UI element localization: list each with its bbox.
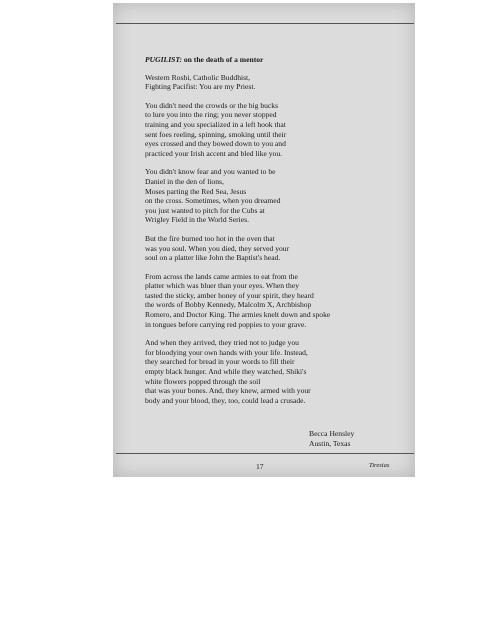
poem-line: You didn't know fear and you wanted to be: [145, 167, 276, 177]
poem-line: From across the lands came armies to eat from the: [145, 271, 298, 281]
author-name: Becca Hensley: [309, 429, 355, 438]
poem-line: eyes crossed and they bowed down to you and: [145, 139, 286, 149]
poem-line: Fighting Pacifist: You are my Priest.: [145, 82, 256, 92]
poem-line: body and your blood, they, too, could lead a crusade.: [145, 395, 306, 405]
poem-line: empty black hunger. And while they watched, Shiki's: [145, 367, 307, 377]
poem-line: Romero, and Doctor King. The armies knelt down and spoke: [145, 310, 331, 320]
author-signature: [309, 429, 354, 448]
footer-rule: [116, 453, 414, 454]
poem-line: platter which was bluer than your eyes. When they: [145, 281, 300, 291]
stanza-5: [145, 272, 385, 330]
poem-line: Daniel in the den of lions,: [145, 176, 224, 186]
author-location: Austin, Texas: [309, 438, 351, 448]
poem-line: tasted the sticky, amber honey of your spirit, they heard: [145, 290, 314, 300]
poem-line: practiced your Irish accent and bled like you.: [145, 148, 283, 158]
poem-line: Wrigley Field in the World Series.: [145, 215, 249, 225]
poem-title-name: PUGILIST:: [145, 55, 182, 64]
poem-line: Moses parting the Red Sea, Jesus: [145, 186, 247, 196]
stanza-1: [145, 73, 385, 92]
journal-name: Tiresias: [369, 462, 390, 469]
poem-line: they searched for bread in your words to fill their: [145, 357, 295, 367]
poem-line: white flowers popped through the soil: [145, 376, 261, 386]
stanza-2: [145, 101, 385, 159]
poem-line: Western Roshi, Catholic Buddhist,: [145, 72, 251, 82]
poem-line: in tongues before carrying red poppies to your grave.: [145, 319, 307, 329]
stanza-4: [145, 234, 385, 263]
poem-line: that was your bones. And, they knew, armed with your: [145, 386, 311, 396]
poem-title-subtitle: on the death of a mentor: [181, 55, 264, 64]
stanza-6: [145, 338, 385, 405]
poem-title: [145, 55, 385, 65]
poem-line: And when they arrived, they tried not to judge you: [145, 338, 299, 348]
poem-line: training and you specialized in a left hook that: [145, 119, 286, 129]
poem-line: But the fire burned too hot in the oven that: [145, 233, 275, 243]
stanza-3: [145, 167, 385, 225]
poem: [145, 55, 385, 414]
poem-line: soul on a platter like John the Baptist's head.: [145, 253, 281, 263]
poem-line: to lure you into the ring; you never stopped: [145, 110, 277, 120]
poem-line: you just wanted to pitch for the Cubs at: [145, 205, 265, 215]
poem-line: for bloodying your own hands with your life. Instead,: [145, 347, 308, 357]
poem-line: sent foes reeling, spinning, smoking until their: [145, 129, 287, 139]
poem-line: on the cross. Sometimes, when you dreamed: [145, 196, 281, 206]
poem-line: You didn't need the crowds or the big bucks: [145, 100, 279, 110]
poem-line: was you soul. When you died, they served your: [145, 243, 290, 253]
poem-line: the words of Bobby Kennedy, Malcolm X, Archbishop: [145, 300, 312, 310]
header-rule: [116, 23, 414, 24]
page-number: 17: [256, 462, 264, 471]
